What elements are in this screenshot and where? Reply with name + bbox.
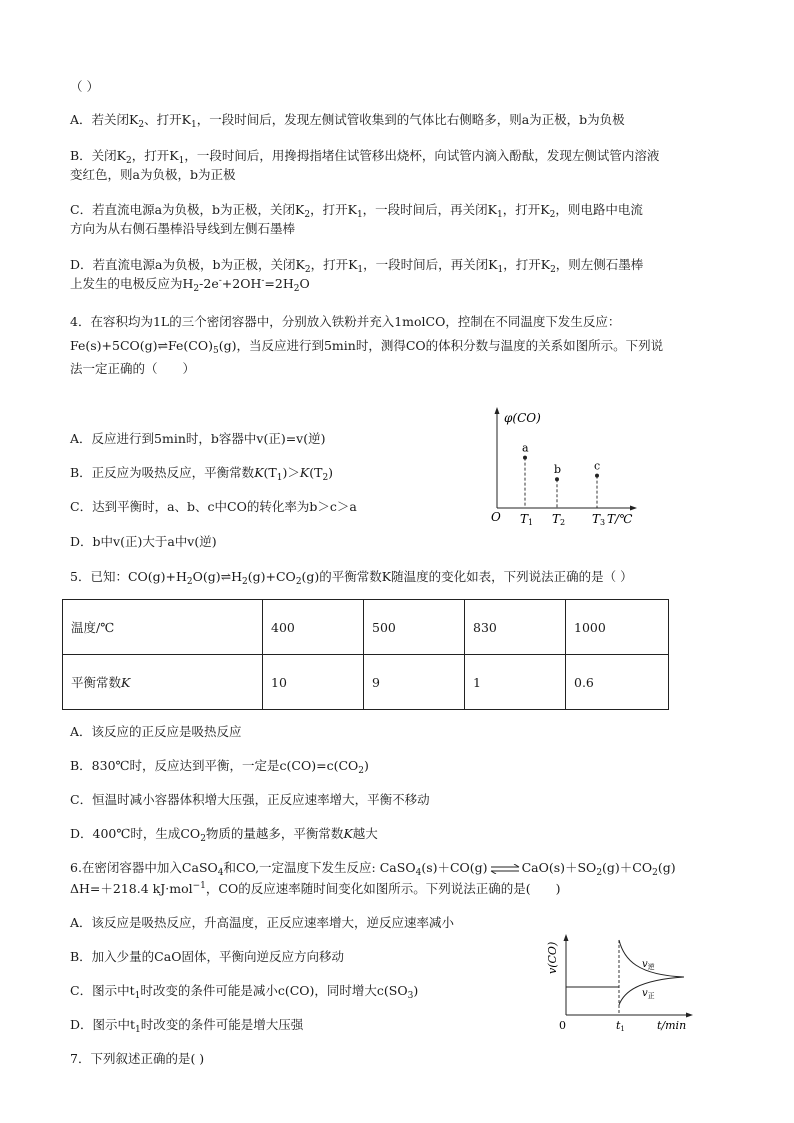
q5-option-a: A．该反应的正反应是吸热反应 — [70, 724, 242, 739]
q5-option-c: C．恒温时减小容器体积增大压强，正反应速率增大，平衡不移动 — [70, 792, 430, 807]
q4-option-c: C．达到平衡时，a、b、c中CO的转化率为b＞c＞a — [70, 499, 357, 514]
q5-option-b: B．830℃时，反应达到平衡，一定是$c(CO)=c(CO_2)$ — [70, 758, 369, 776]
origin-label: O — [491, 510, 501, 524]
figure-rate-time-svg — [540, 930, 700, 1035]
q3-option-a: A．若关闭$K_2$、打开$K_1$，一段时间后，发现左侧试管收集到的气体比右侧略多，则a为正极，b为负极 — [70, 112, 625, 130]
q3-option-b-cont: 变红色，则a为负极，b为正极 — [70, 167, 236, 182]
table-row — [63, 600, 669, 655]
v-reverse-label: $v_逆$ — [642, 959, 655, 971]
x-tick-label: T3 — [592, 512, 606, 527]
q4-stem-3: 法一定正确的（ ） — [70, 361, 196, 376]
x-tick-label: T1 — [520, 512, 534, 527]
q4-option-a: A．反应进行到5min时，b容器中v(正)=v(逆) — [70, 431, 326, 446]
table-header-cell: 温度/℃ — [63, 600, 263, 655]
table-header-cell: 平衡常数K — [63, 655, 263, 710]
q5-stem: 5．已知：$CO(g)+H_2O(g)\rightleftharpoons H_2(g)+CO_2(g)$的平衡常数K随温度的变化如表，下列说法正确的是（ ） — [70, 569, 633, 587]
table-cell: 500 — [364, 600, 465, 655]
table-row — [63, 655, 669, 710]
v-forward-label: $v_正$ — [642, 988, 655, 1000]
question-paren: （ ） — [70, 79, 99, 94]
q4-option-b: B．正反应为吸热反应，平衡常数$K(T_1)>K(T_2)$ — [70, 465, 334, 483]
table-cell: 400 — [263, 600, 364, 655]
table-cell: 830 — [465, 600, 566, 655]
q3-option-b: B．关闭$K_2$，打开$K_1$，一段时间后，用搀拇指堵住试管移出烧杯，向试管内滴入酚酞，发现左侧试管内溶液 — [70, 148, 660, 166]
x-axis-arrow — [686, 1013, 693, 1018]
x-axis-label: T/℃ — [607, 512, 633, 526]
q6-option-a: A．该反应是吸热反应，升高温度，正反应速率增大，逆反应速率减小 — [70, 915, 455, 930]
figure-co-fraction — [480, 400, 650, 533]
table-cell: 9 — [364, 655, 465, 710]
table-cell: 0.6 — [566, 655, 669, 710]
q6-option-d: D．图示中$t_1$时改变的条件可能是增大压强 — [70, 1017, 304, 1035]
q3-option-d-cont: 上发生的电极反应为$H_2-2e^-+2OH^-=2H_2O$ — [70, 276, 310, 294]
y-axis-arrow — [495, 407, 500, 414]
y-axis-arrow — [564, 934, 569, 941]
x-axis-arrow — [630, 506, 637, 511]
y-axis-label: v(CO) — [546, 941, 559, 974]
q6-stem-1: 6.在密闭容器中加入CaSO$_4$和CO,一定温度下发生反应: CaSO$_4$(s)＋CO(g) $CaO(s)+SO_2(g)+CO_2(g)$ — [70, 860, 676, 878]
point-label-c: c — [594, 459, 601, 473]
figure-rate-time — [540, 930, 700, 1038]
q3-option-c-cont: 方向为从右侧石墨棒沿导线到左侧石墨棒 — [70, 221, 296, 236]
k-table — [62, 599, 669, 710]
t1-tick-label: t1 — [616, 1019, 625, 1033]
point-label-b: b — [554, 463, 562, 477]
figure-marks — [520, 442, 605, 527]
point-c — [595, 474, 599, 478]
q3-option-c: C．若直流电源a为负极，b为正极，关闭$K_2$，打开$K_1$，一段时间后，再关闭$K_1$，打开$K_2$，则电路中电流 — [70, 202, 643, 220]
q3-option-d: D．若直流电源a为负极，b为正极，关闭$K_2$，打开$K_1$，一段时间后，再关闭$K_1$，打开$K_2$，则左侧石墨棒 — [70, 257, 644, 275]
point-a — [523, 456, 527, 460]
q5-option-d: D．400℃时，生成$CO_2$物质的量越多，平衡常数K越大 — [70, 826, 378, 844]
v-forward-curve — [619, 977, 684, 1005]
x-tick-label: T2 — [552, 512, 566, 527]
y-axis-label: φ(CO) — [504, 411, 541, 425]
q6-stem-2: ΔH=＋218.4 kJ·mol$^{-1}$，CO的反应速率随时间变化如图所示。下列说法正确的是( ) — [70, 881, 561, 896]
equilibrium-arrow-icon — [490, 864, 520, 874]
q6-option-b: B．加入少量的CaO固体，平衡向逆反应方向移动 — [70, 949, 344, 964]
figure-co-fraction-svg — [480, 400, 650, 530]
q7-stem: 7．下列叙述正确的是( ) — [70, 1051, 205, 1066]
q6-option-c: C．图示中$t_1$时改变的条件可能是减小c(CO)，同时增大$c(SO_3)$ — [70, 983, 419, 1001]
point-b — [555, 477, 559, 481]
q4-stem-2: $Fe(s)+5CO(g)\rightleftharpoons Fe(CO)_5(g)$，当反应进行到5min时，测得CO的体积分数与温度的关系如图所示。下列说 — [70, 338, 664, 356]
origin-label: 0 — [559, 1019, 566, 1032]
q4-stem-1: 4．在容积均为1L的三个密闭容器中，分别放入铁粉并充入1molCO，控制在不同温度下发生反应： — [70, 314, 621, 329]
table-cell: 10 — [263, 655, 364, 710]
x-axis-label: t/min — [657, 1019, 687, 1032]
v-reverse-curve — [619, 940, 684, 977]
table-cell: 1000 — [566, 600, 669, 655]
q4-option-d: D．b中v(正)大于a中v(逆) — [70, 534, 217, 549]
point-label-a: a — [522, 441, 529, 455]
table-cell: 1 — [465, 655, 566, 710]
